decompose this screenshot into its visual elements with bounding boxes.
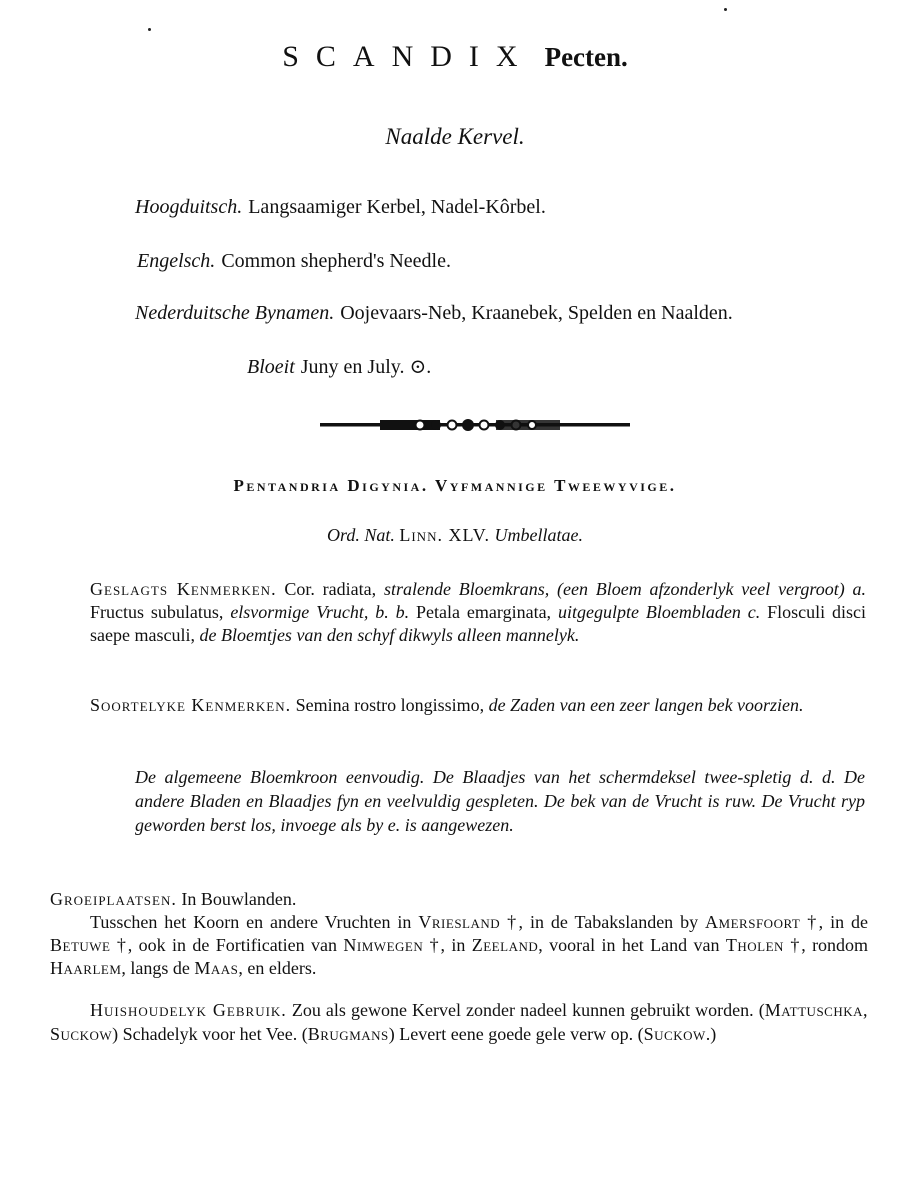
name-engelsch xyxy=(137,250,451,273)
author-name: Brugmans xyxy=(307,1024,389,1044)
habitats xyxy=(50,888,868,980)
dutch-text: elsvormige Vrucht, b. b. xyxy=(230,602,410,622)
name-bynamen xyxy=(135,302,733,325)
natural-order xyxy=(0,525,910,546)
use-text: ) Levert eene goede gele verw op. ( xyxy=(388,1024,644,1044)
place-name: Vriesland xyxy=(418,912,501,932)
author-name: Mattuschka, Suckow xyxy=(50,1000,869,1044)
habitat-text: , vooral in het Land van xyxy=(538,935,720,955)
ord-label: Ord. Nat. xyxy=(327,525,395,545)
use-text: .) xyxy=(705,1024,717,1044)
dutch-text: stralende Bloemkrans, (een Bloem afzonderlyk veel vergroot) a. xyxy=(383,579,867,599)
name-text: Langsaamiger Kerbel, Nadel-Kôrbel. xyxy=(248,196,546,218)
place-name: Nimwegen xyxy=(343,935,424,955)
name-label: Nederduitsche Bynamen. xyxy=(135,302,335,324)
name-bloeit xyxy=(247,354,431,379)
page-title xyxy=(0,40,910,74)
habitat-text: Tusschen het Koorn en andere Vruchten in xyxy=(90,912,412,932)
household-use xyxy=(50,998,868,1046)
description-note: De algemeene Bloemkroon eenvoudig. De Blaadjes van het schermdeksel twee-spletig d. d. De andere Bladen en Blaadjes fyn en veelvuldig gespleten. De bek van de Vrucht is ruw. De Vrucht ryp geworden berst los, invoege als by e. is aangewezen. xyxy=(135,767,865,835)
use-text: Zou als gewone Kervel zonder nadeel kunnen gebruikt worden. ( xyxy=(291,1000,765,1020)
dutch-text: de Bloemtjes van den schyf dikwyls alleen mannelyk. xyxy=(199,625,580,645)
name-label: Bloeit xyxy=(247,356,295,378)
name-text: Common shepherd's Needle. xyxy=(221,250,451,272)
latin-text: Fructus subulatus, xyxy=(90,602,224,622)
habitat-text: , en elders. xyxy=(238,958,317,978)
section-heading: Geslagts Kenmerken. xyxy=(90,579,277,599)
genus-name: SCANDIX xyxy=(282,40,535,73)
speck xyxy=(724,8,727,11)
name-hoogduitsch xyxy=(135,196,546,219)
place-name: Zeeland xyxy=(471,935,539,955)
place-name: Amersfoort xyxy=(705,912,801,932)
author-name: Suckow xyxy=(643,1024,706,1044)
name-text: Juny en July. ⊙. xyxy=(300,356,432,378)
classification-heading: Pentandria Digynia. Vyfmannige Tweewyvige. xyxy=(233,476,677,495)
place-name: Maas xyxy=(194,958,239,978)
use-text: ) Schadelyk voor het Vee. ( xyxy=(112,1024,308,1044)
habitat-text: †, in de xyxy=(807,912,869,932)
genus-characteristics xyxy=(90,578,866,647)
habitat-text: In Bouwlanden. xyxy=(181,889,297,909)
place-name: Betuwe xyxy=(50,935,111,955)
species-name: Pecten. xyxy=(544,42,628,72)
speck xyxy=(148,28,151,31)
dutch-text: de Zaden van een zeer langen bek voorzien. xyxy=(488,695,804,715)
dutch-common-name: Naalde Kervel. xyxy=(385,124,525,149)
name-label: Hoogduitsch. xyxy=(135,196,243,218)
dutch-text: uitgegulpte Bloembladen c. xyxy=(557,602,761,622)
habitat-text: †, ook in de Fortificatien van xyxy=(116,935,338,955)
section-heading: Huishoudelyk Gebruik. xyxy=(90,1000,287,1020)
name-label: Engelsch. xyxy=(137,250,216,272)
ord-family: Umbellatae. xyxy=(494,525,583,545)
latin-text: Petala emarginata, xyxy=(416,602,552,622)
species-characteristics xyxy=(90,694,866,717)
ornamental-divider xyxy=(320,416,630,434)
habitat-text: †, in de Tabakslanden by xyxy=(507,912,699,932)
name-text: Oojevaars-Neb, Kraanebek, Spelden en Naalden. xyxy=(340,302,733,324)
section-heading: Groeiplaatsen. xyxy=(50,889,177,909)
section-heading: Soortelyke Kenmerken. xyxy=(90,695,292,715)
habitat-text: †, in xyxy=(429,935,466,955)
place-name: Tholen xyxy=(725,935,784,955)
latin-text: Flosculi disci saepe masculi, xyxy=(90,602,867,645)
latin-text: Semina rostro longissimo, xyxy=(295,695,485,715)
latin-text: Cor. radiata, xyxy=(284,579,377,599)
ord-linnaeus: Linn. XLV. xyxy=(399,525,490,545)
habitat-text: , langs de xyxy=(121,958,190,978)
place-name: Haarlem xyxy=(50,958,122,978)
habitat-text: †, rondom xyxy=(790,935,869,955)
